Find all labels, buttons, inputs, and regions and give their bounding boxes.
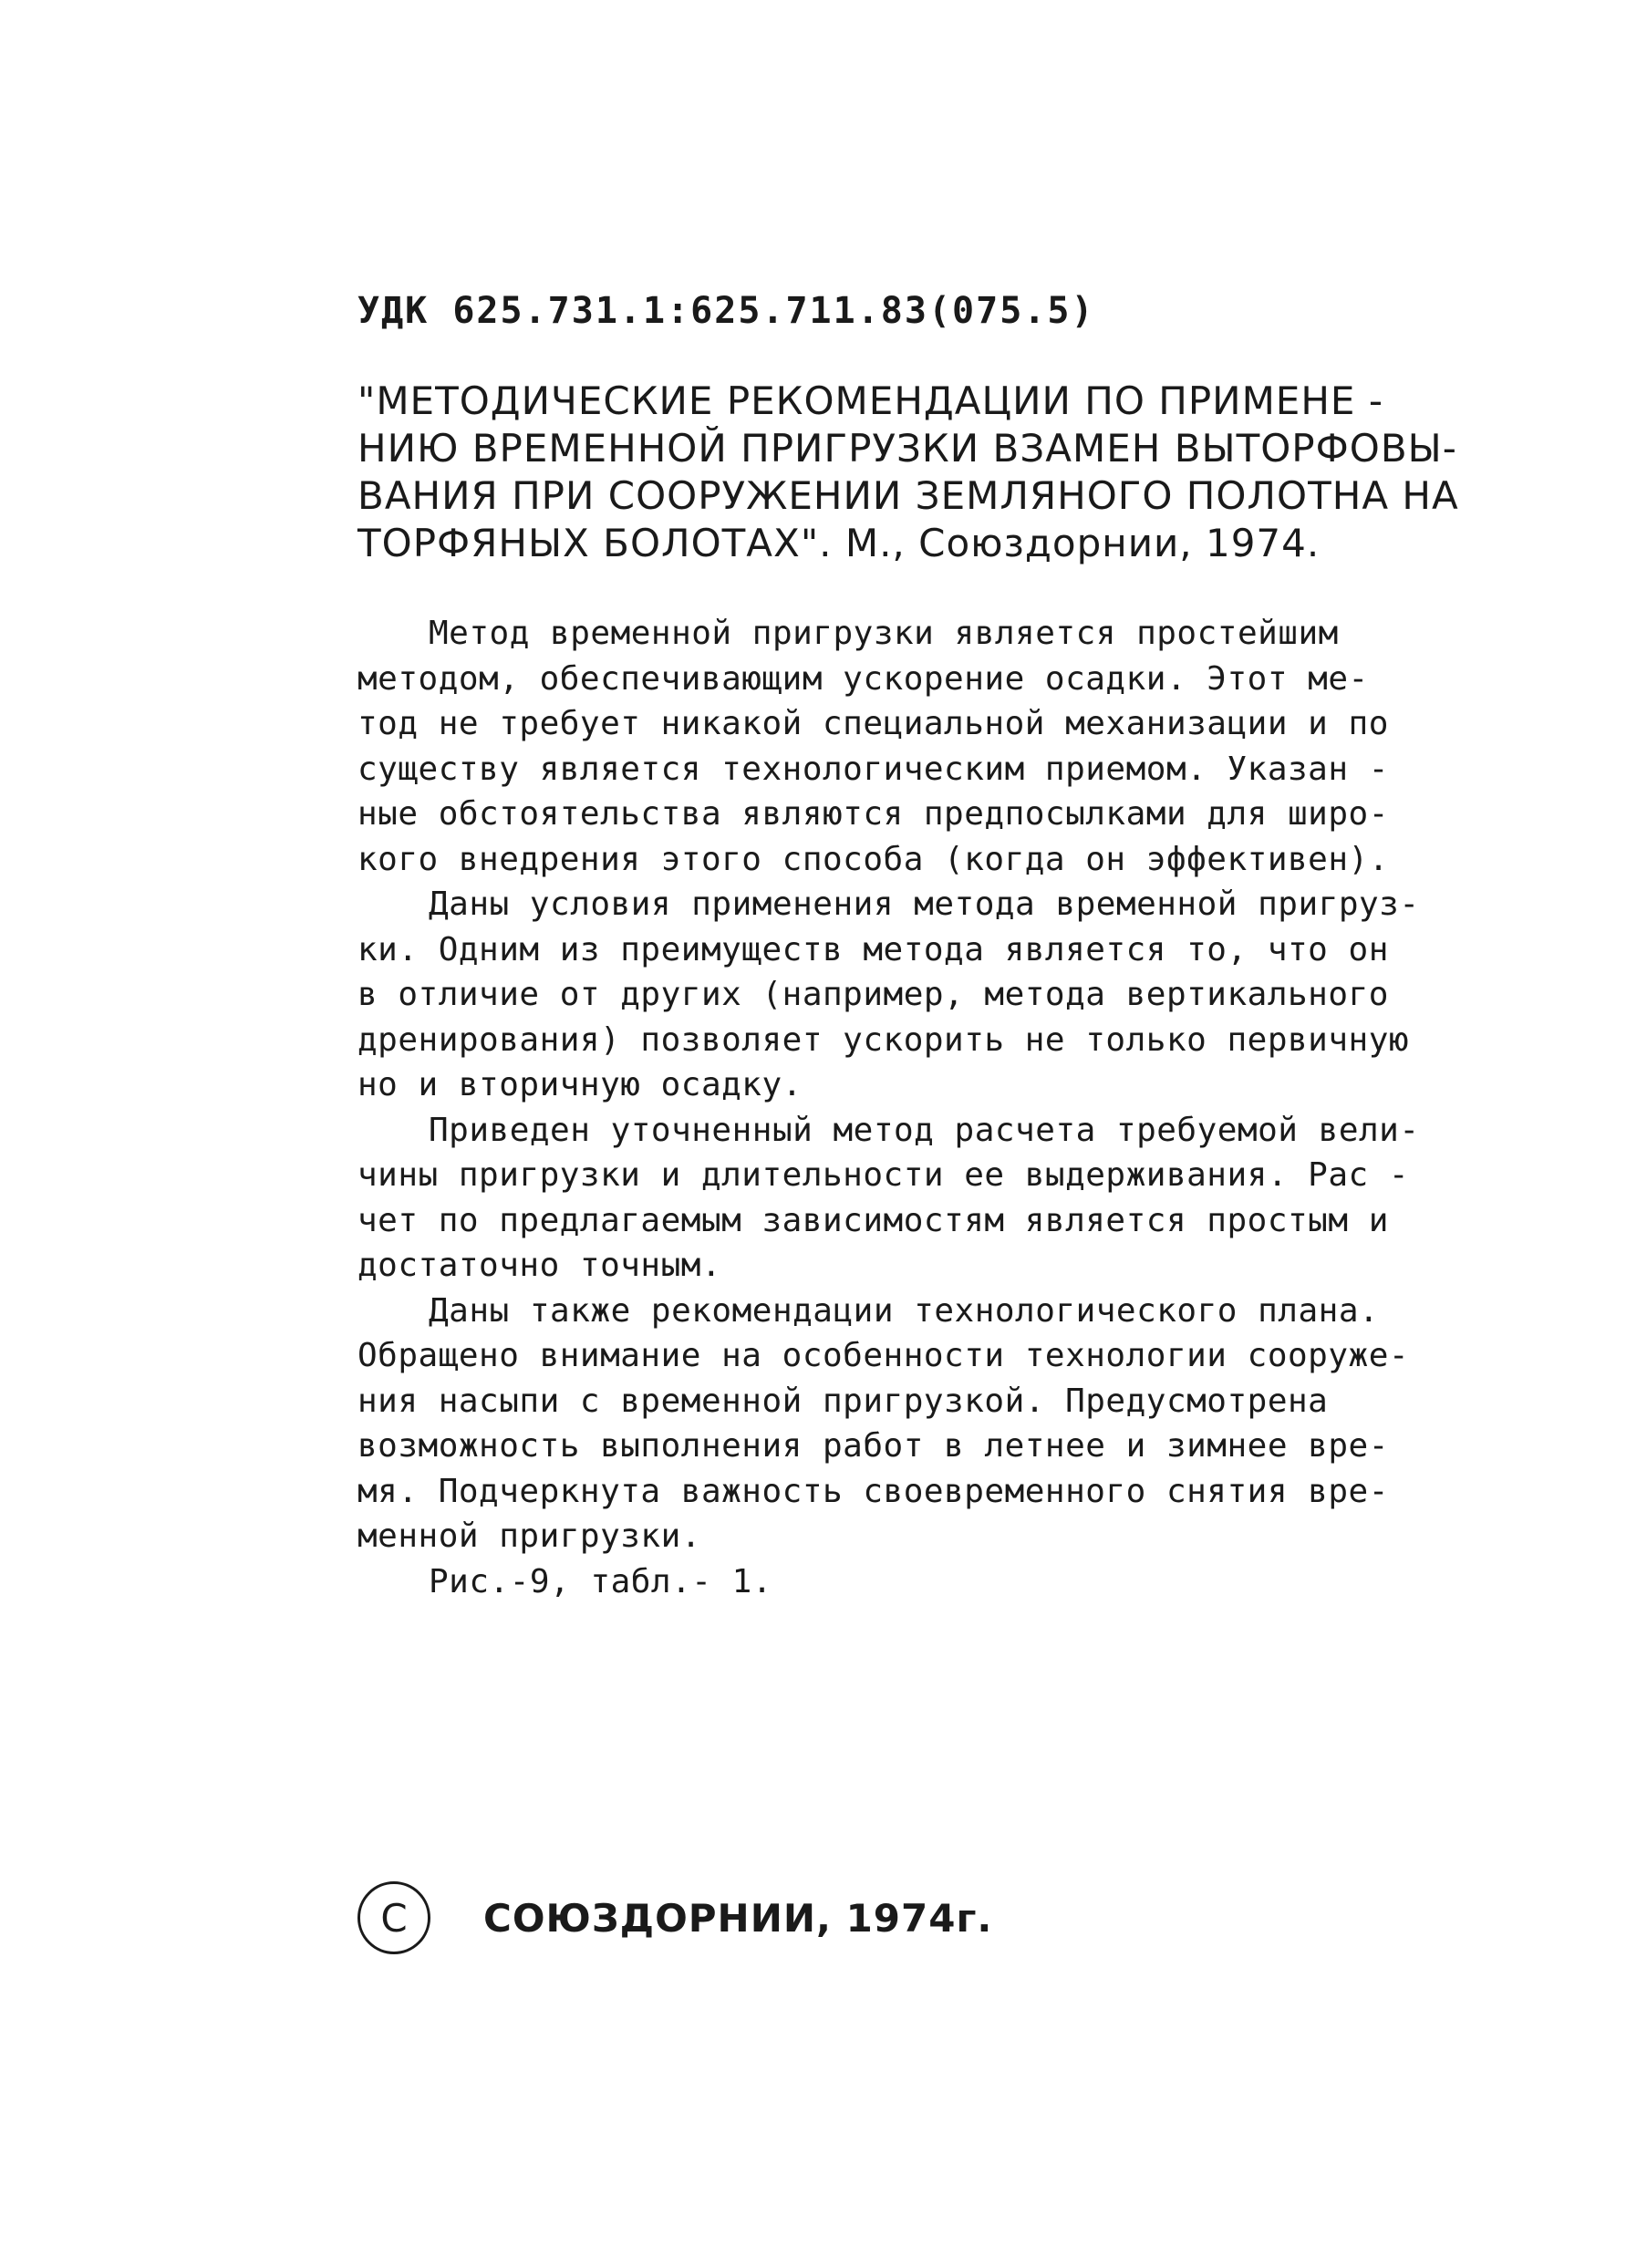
text-line: менной пригрузки. — [357, 1517, 701, 1555]
text-line: Даны также рекомендации технологического плана. — [429, 1291, 1380, 1330]
text-line: чины пригрузки и длительности ее выдерживания. Рас - — [357, 1156, 1410, 1194]
title-line-3: ВАНИЯ ПРИ СООРУЖЕНИИ ЗЕМЛЯНОГО ПОЛОТНА НА — [357, 473, 1459, 518]
text-line: возможность выполнения работ в летнее и зимнее вре- — [357, 1427, 1389, 1465]
text-line: дренирования) позволяет ускорить не только первичную — [357, 1020, 1410, 1059]
text-line: тод не требует никакой специальной механизации и по — [357, 705, 1389, 742]
text-line: Метод временной пригрузки является простейшим — [429, 615, 1339, 652]
copyright-icon — [357, 1881, 430, 1954]
text-line: Даны условия применения метода временной пригруз- — [429, 885, 1420, 923]
copyright-notice — [357, 1877, 992, 1959]
text-line: но и вторичную осадку. — [357, 1066, 803, 1103]
abstract-paragraph-2 — [357, 882, 1543, 1108]
abstract-text — [357, 611, 1543, 1604]
copyright-text: СОЮЗДОРНИИ, 1974г. — [483, 1895, 993, 1941]
abstract-paragraph-3 — [357, 1108, 1543, 1289]
title-line-2: НИЮ ВРЕМЕННОЙ ПРИГРУЗКИ ВЗАМЕН ВЫТОРФОВЫ- — [357, 426, 1457, 471]
text-line: Обращено внимание на особенности технологии сооруже- — [357, 1337, 1410, 1374]
udk-code: УДК 625.731.1:625.711.83(075.5) — [357, 290, 1095, 332]
text-line: в отличие от других (например, метода вертикального — [357, 976, 1389, 1013]
text-line: чет по предлагаемым зависимостям является простым и — [357, 1201, 1389, 1239]
title-line-4: ТОРФЯНЫХ БОЛОТАХ". М., Союздорнии, 1974. — [357, 521, 1321, 565]
document-title — [357, 378, 1534, 567]
text-line: Приведен уточненный метод расчета требуемой вели- — [429, 1111, 1420, 1149]
text-line: достаточно точным. — [357, 1247, 722, 1284]
figures-tables-count: Рис.-9, табл.- 1. — [429, 1562, 772, 1600]
text-line: методом, обеспечивающим ускорение осадки. Этот ме- — [357, 659, 1369, 698]
text-line: ния насыпи с временной пригрузкой. Предусмотрена — [357, 1382, 1329, 1420]
text-line: мя. Подчеркнута важность своевременного снятия вре- — [357, 1472, 1389, 1510]
text-line: ки. Одним из преимуществ метода является то, что он — [357, 930, 1389, 968]
text-line: существу является технологическим приемом. Указан - — [357, 750, 1389, 788]
text-line: кого внедрения этого способа (когда он эффективен). — [357, 840, 1389, 878]
abstract-paragraph-4 — [357, 1289, 1543, 1559]
abstract-paragraph-1 — [357, 611, 1543, 882]
text-line: ные обстоятельства являются предпосылками для широ- — [357, 795, 1389, 833]
copyright-symbol: С — [380, 1895, 408, 1941]
title-line-1: "МЕТОДИЧЕСКИЕ РЕКОМЕНДАЦИИ ПО ПРИМЕНЕ - — [357, 378, 1383, 423]
abstract-paragraph-5 — [357, 1559, 1543, 1605]
